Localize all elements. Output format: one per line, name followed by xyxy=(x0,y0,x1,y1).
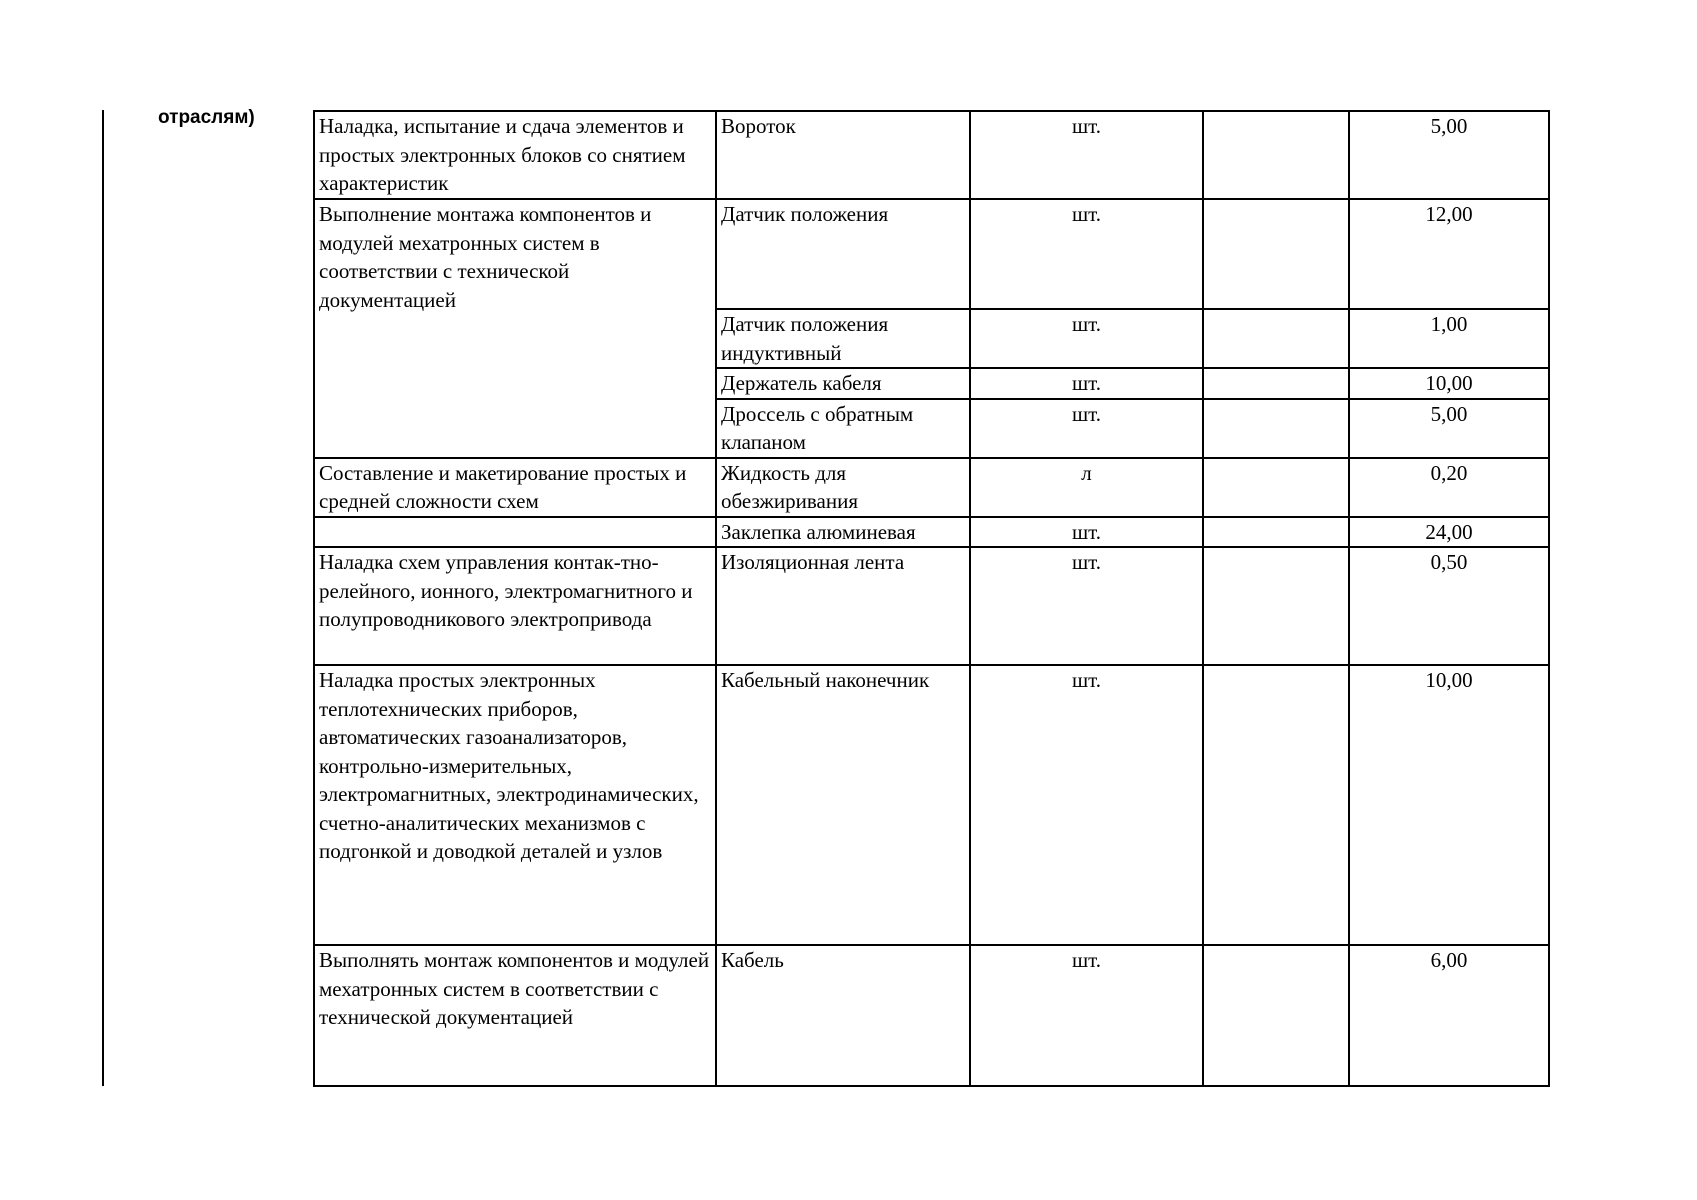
item-cell: Заклепка алюминевая xyxy=(716,517,970,548)
qty-cell: 0,20 xyxy=(1349,458,1549,517)
table-row xyxy=(314,199,1549,309)
qty-cell: 5,00 xyxy=(1349,111,1549,199)
unit-cell: шт. xyxy=(970,309,1203,368)
qty-cell: 12,00 xyxy=(1349,199,1549,309)
empty-cell xyxy=(1203,547,1349,665)
empty-cell xyxy=(1203,309,1349,368)
table-row xyxy=(314,945,1549,1086)
table-row xyxy=(314,665,1549,945)
unit-cell: шт. xyxy=(970,399,1203,458)
qty-cell: 10,00 xyxy=(1349,665,1549,945)
empty-cell xyxy=(1203,458,1349,517)
item-cell: Держатель кабеля xyxy=(716,368,970,399)
unit-cell: шт. xyxy=(970,517,1203,548)
materials-table xyxy=(313,110,1550,1087)
work-cell xyxy=(314,517,716,548)
unit-cell: шт. xyxy=(970,111,1203,199)
item-cell: Кабель xyxy=(716,945,970,1086)
qty-cell: 6,00 xyxy=(1349,945,1549,1086)
empty-cell xyxy=(1203,199,1349,309)
item-cell: Датчик положения xyxy=(716,199,970,309)
qty-cell: 0,50 xyxy=(1349,547,1549,665)
item-cell: Вороток xyxy=(716,111,970,199)
item-cell: Кабельный наконечник xyxy=(716,665,970,945)
item-cell: Дроссель с обратным клапаном xyxy=(716,399,970,458)
empty-cell xyxy=(1203,399,1349,458)
empty-cell xyxy=(1203,517,1349,548)
empty-cell xyxy=(1203,368,1349,399)
left-margin-rule xyxy=(102,110,104,1086)
item-cell: Датчик положения индуктивный xyxy=(716,309,970,368)
table-row xyxy=(314,458,1549,517)
unit-cell: шт. xyxy=(970,368,1203,399)
unit-cell: шт. xyxy=(970,665,1203,945)
work-cell: Составление и макетирование простых и средней сложности схем xyxy=(314,458,716,517)
work-cell: Наладка, испытание и сдача элементов и простых электронных блоков со снятием характеристик xyxy=(314,111,716,199)
unit-cell: л xyxy=(970,458,1203,517)
unit-cell: шт. xyxy=(970,547,1203,665)
empty-cell xyxy=(1203,945,1349,1086)
qty-cell: 24,00 xyxy=(1349,517,1549,548)
work-cell: Выполнение монтажа компонентов и модулей мехатронных систем в соответствии с технической документацией xyxy=(314,199,716,458)
item-cell: Жидкость для обезжиривания xyxy=(716,458,970,517)
table-row xyxy=(314,547,1549,665)
qty-cell: 10,00 xyxy=(1349,368,1549,399)
qty-cell: 5,00 xyxy=(1349,399,1549,458)
side-label: отраслям) xyxy=(158,107,255,128)
work-cell: Наладка простых электронных теплотехнических приборов, автоматических газоанализаторов, контрольно-измерительных, электромагнитных, электродинамических, счетно-аналитических механизмов с подгонкой и доводкой деталей и узлов xyxy=(314,665,716,945)
empty-cell xyxy=(1203,111,1349,199)
item-cell: Изоляционная лента xyxy=(716,547,970,665)
unit-cell: шт. xyxy=(970,199,1203,309)
unit-cell: шт. xyxy=(970,945,1203,1086)
work-cell: Выполнять монтаж компонентов и модулей мехатронных систем в соответствии с технической документацией xyxy=(314,945,716,1086)
table-row xyxy=(314,517,1549,548)
empty-cell xyxy=(1203,665,1349,945)
work-cell: Наладка схем управления контак-тно-релейного, ионного, электромагнитного и полупроводникового электропривода xyxy=(314,547,716,665)
table-row xyxy=(314,111,1549,199)
qty-cell: 1,00 xyxy=(1349,309,1549,368)
